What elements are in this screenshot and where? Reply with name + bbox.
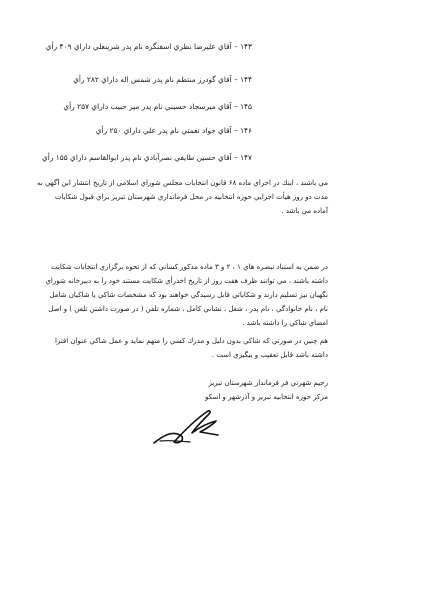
paragraph-line: هم چنين در صورتي كه شاكي بدون دليل و مدرك كسي را متهم نمايد و عمل شاكي عنوان افترا xyxy=(54,337,328,345)
signatory-block xyxy=(200,376,328,404)
complaint-period-paragraph xyxy=(37,176,328,218)
paragraph-line: امضاي شاكي را داشته باشد . xyxy=(242,319,328,327)
paragraph-line: آماده مي باشد . xyxy=(281,207,328,215)
paragraph-line: داشته باشند ، مي توانند ظرف هفت روز از تاريخ اخذرأي شكايت مستند خود را به دبيرخانه شوراي xyxy=(45,277,328,285)
paragraph-line: نگهبان نيز تسليم دارند و شكاياتي قابل رسيدگي خواهند بود كه مشخصات شاكي يا شاكيان شامل xyxy=(49,291,328,299)
false-accusation-paragraph xyxy=(52,334,328,362)
paragraph-line: در ضمن به استناد تبصره هاي ۱ ، ۲ و ۳ ماده مذكور كساني كه از نحوه برگزاري انتخابات شكايت xyxy=(51,263,328,271)
candidate-line: ۱۴۷ – آقاي حسين طايفي نصرآبادي نام پدر ابوالقاسم داراي ۱۵۵ رأي xyxy=(42,153,252,162)
signatory-office: مركز حوزه انتخابيه تبريز و آذرشهر و اسكو xyxy=(204,393,328,401)
complaint-procedure-paragraph xyxy=(45,260,328,330)
candidate-line: ۱۴۳ – آقاي عليرضا نظري اسفنگره نام پدر شرينعلي داراي ۴۰۹ رأي xyxy=(45,42,252,51)
signatory-name: رحيم شهرتي فر فرماندار شهرستان تبريز xyxy=(208,379,328,387)
paragraph-line: مي باشند ، اينك در اجراي ماده ۶۸ قانون انتخابات مجلس شوراي اسلامي از تاريخ انتشار اين آگهي به xyxy=(37,179,328,187)
paragraph-line: داشته باشد قابل تعقيب و پيگيري است . xyxy=(211,351,328,359)
paragraph-line: نام ، نام خانوادگي ، نام پدر ، شغل ، نشاني كامل ، شماره تلفن ( در صورت داشتن تلفن ) و اصل xyxy=(48,305,328,313)
paragraph-line: مدت دو روز هيأت اجرايي حوزه انتخابيه در محل فرمانداري شهرستان تبريز براي قبول شكايات xyxy=(54,193,328,201)
candidate-line: ۱۴۵ – آقاي ميرسجاد حسيني نام پدر مير حبيب داراي ۲۵۷ رأي xyxy=(63,102,252,111)
candidate-line: ۱۴۴ – آقاي گودرز منتظم نام پدر شمس اله داراي ۲۸۲ رأي xyxy=(73,75,252,84)
candidate-line: ۱۴۶ – آقاي جواد نعمتي نام پدر علي داراي ۲۵۰ رأي xyxy=(95,126,252,135)
handwritten-signature xyxy=(150,405,222,449)
